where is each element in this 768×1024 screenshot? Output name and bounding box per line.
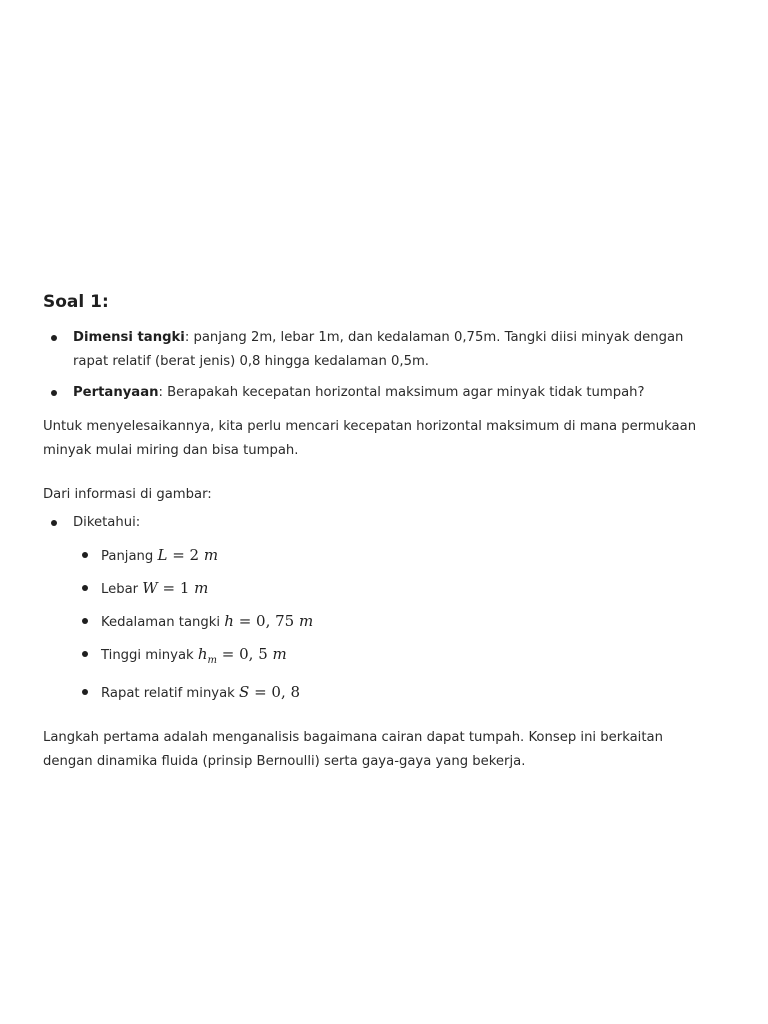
paragraph-intro: Untuk menyelesaikannya, kita perlu mencari kecepatan horizontal maksimum di mana permukaan minyak mulai miring dan bisa tumpah. [43,419,697,458]
known-item-text: Kedalaman tangki [101,615,225,630]
math-length: L = 2 m [157,546,219,564]
bullet-question [43,381,703,405]
bullet-label-tank-dimensions: Dimensi tangki [73,330,185,345]
paragraph-first-step: Langkah pertama adalah menganalisis bagaimana cairan dapat tumpah. Konsep ini berkaitan dengan dinamika fluida (prinsip Bernoulli) serta gaya-gaya yang bekerja. [43,730,663,769]
known-item-text: Tinggi minyak [101,648,198,663]
known-item-width [73,576,703,602]
bullet-text-tank-dimensions: : panjang 2m, lebar 1m, dan kedalaman 0,75m. Tangki diisi minyak dengan rapat relatif (berat jenis) 0,8 hingga kedalaman 0,5m. [73,330,684,369]
known-list-item [43,511,703,706]
known-item-length [73,543,703,569]
known-label: Diketahui: [73,515,141,530]
known-list [43,511,703,706]
math-oil-height: $h_m = 0$, 5 m [197,645,287,666]
bullet-text-question: : Berapakah kecepatan horizontal maksimum agar minyak tidak tumpah? [158,385,645,400]
known-item-relative-density [73,680,703,706]
math-tank-depth: h = 0, 75 m [224,612,314,630]
known-item-tank-depth [73,609,703,635]
bullet-label-question: Pertanyaan [73,385,159,400]
paragraph-from-image: Dari informasi di gambar: [43,487,212,502]
math-width: W = 1 m [142,579,209,597]
known-values-list [73,543,703,706]
section-heading: Soal 1: [43,292,109,312]
known-item-text: Rapat relatif minyak [101,686,240,701]
math-relative-density: S = 0, 8 [239,683,301,701]
known-item-oil-height [73,642,703,673]
known-item-text: Panjang [101,549,158,564]
document-body [43,288,703,774]
bullet-tank-dimensions [43,326,703,374]
known-item-text: Lebar [101,582,143,597]
problem-bullet-list [43,326,703,405]
